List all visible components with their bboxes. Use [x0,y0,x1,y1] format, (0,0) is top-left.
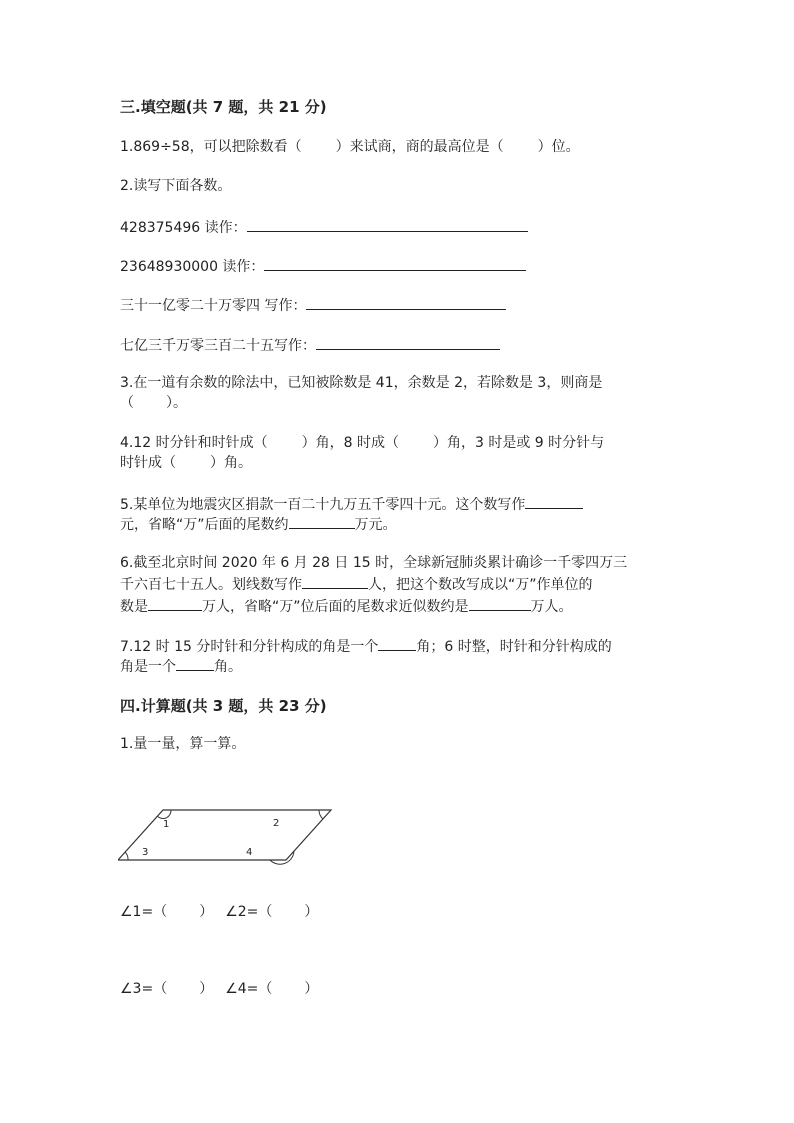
answer-line[interactable] [469,595,531,611]
parallelogram [118,810,331,860]
q1-text-a: 1.869÷58，可以把除数看（ [120,139,302,155]
answer-line[interactable] [316,334,500,350]
q7-text-c: 角是一个 [120,659,176,675]
q6-text-c: 数是 [120,599,148,615]
q4-text-a: 4.12 时分针和时针成（ [120,435,268,451]
q2-item-3-label: 三十一亿零二十万零四 写作： [120,298,307,314]
q5-text-b: 万元。 [354,517,397,533]
angle-label-4: 4 [246,847,253,858]
parallelogram-figure [118,805,338,865]
question-3-line-2 [120,393,187,413]
close-paren: ） [304,981,319,997]
q3-close-paren: ）。 [166,395,187,411]
angle-4-label: ∠4=（ [225,981,273,997]
close-paren: ） [199,981,214,997]
question-2-title: 2.读写下面各数。 [120,178,232,194]
question-4 [120,433,604,453]
q1-text-c: ）位。 [537,139,580,155]
q4-text-d: 时针成（ [120,455,176,471]
q1-text-b: ）来试商，商的最高位是（ [335,139,504,155]
question-1 [120,137,580,157]
q5-text-a: 元，省略“万”后面的尾数约 [120,517,289,533]
calc-question-1-title: 1.量一量，算一算。 [120,736,246,752]
q6-text-b: 人，把这个数改写成以“万”作单位的 [368,577,593,593]
q2-item-3 [120,294,506,316]
q3-open-paren: （ [120,395,134,411]
question-4-line-2 [120,453,252,473]
answer-line[interactable] [306,294,506,310]
question-6-line-3 [120,595,573,617]
angle-2-arc [319,810,323,819]
close-paren: ） [199,904,214,920]
q4-text-e: ）角。 [210,455,252,471]
answer-line[interactable] [176,655,214,671]
question-7-line-2 [120,655,242,677]
q5-line-1: 5.某单位为地震灾区捐款一百二十九万五千零四十元。这个数写作 [120,497,526,513]
q7-text-d: 角。 [214,659,242,675]
q7-text-a: 7.12 时 15 分时针和分针构成的角是一个 [120,639,379,655]
q2-item-4-label: 七亿三千万零三百二十五写作： [120,338,316,354]
q4-text-c: ）角，3 时是或 9 时分针与 [432,435,605,451]
q7-text-b: 角；6 时整，时针和分针构成的 [416,639,612,655]
q3-line-1: 3.在一道有余数的除法中，已知被除数是 41，余数是 2，若除数是 3，则商是 [120,375,603,391]
angle-row-1 [120,902,318,922]
question-6-line-2 [120,573,593,595]
q6-line-1: 6.截至北京时间 2020 年 6 月 28 日 15 时，全球新冠肺炎累计确诊一千零四万三 [120,555,628,571]
q2-item-1-label: 428375496 读作： [120,220,247,236]
answer-line[interactable] [264,255,526,271]
angle-label-2: 2 [273,818,280,829]
close-paren: ） [304,904,319,920]
q2-item-4 [120,334,500,356]
q6-text-d: 万人，省略“万”位后面的尾数求近似数约是 [202,599,469,615]
answer-line[interactable] [289,513,355,529]
angle-4-arc [270,851,294,864]
angle-2-label: ∠2=（ [225,904,273,920]
question-6 [120,553,627,573]
question-3 [120,373,602,393]
question-7 [120,635,612,657]
angle-1-label: ∠1=（ [120,904,168,920]
q4-text-b: ）角，8 时成（ [301,435,399,451]
angle-label-3: 3 [142,847,149,858]
angle-3-arc [125,852,128,860]
angle-3-label: ∠3=（ [120,981,168,997]
angle-row-2 [120,979,318,999]
section-3-title: 三.填空题(共 7 题，共 21 分) [120,98,327,116]
question-5-line-2 [120,513,397,535]
angle-label-1: 1 [163,819,170,830]
question-5 [120,493,583,515]
answer-line[interactable] [378,635,416,651]
q2-item-1 [120,216,528,238]
q2-item-2 [120,255,526,277]
q6-text-e: 万人。 [530,599,573,615]
answer-line[interactable] [525,493,583,509]
section-4-title: 四.计算题(共 3 题，共 23 分) [120,697,327,715]
answer-line[interactable] [148,595,202,611]
answer-line[interactable] [302,573,368,589]
answer-line[interactable] [247,216,528,232]
q2-item-2-label: 23648930000 读作： [120,259,265,275]
q6-text-a: 千六百七十五人。划线数写作 [120,577,302,593]
